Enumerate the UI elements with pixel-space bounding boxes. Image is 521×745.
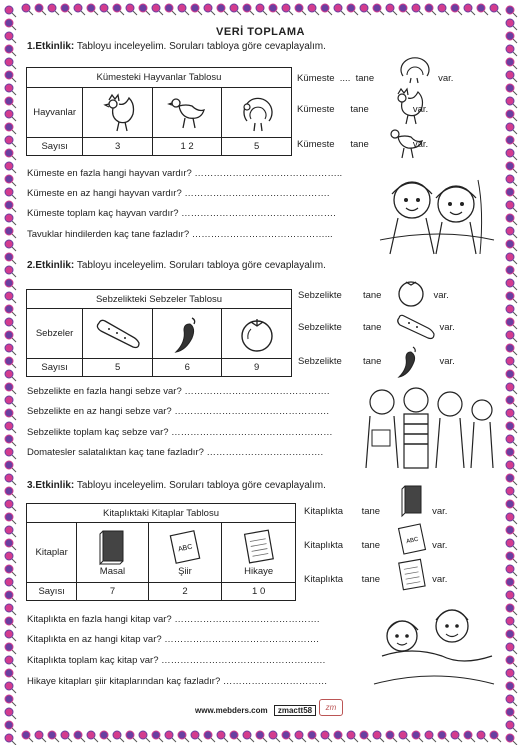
story-count: 1 0 (222, 583, 296, 601)
item-label: Şiir (178, 566, 192, 577)
table-title: Sebzelikteki Sebzeler Tablosu (27, 290, 292, 309)
side-answer-2: Kümeste tane var. (297, 104, 429, 115)
tale-book-cell (77, 523, 148, 583)
rooster-cell (83, 88, 152, 138)
footer-badge: zmactt58 (274, 705, 316, 716)
activity-2-heading: 2.Etkinlik: Tabloyu inceleyelim. Soruları tabloya göre cevaplayalım. (27, 260, 326, 271)
question-3-3: Kitaplıkta toplam kaç kitap var? ……………………………………………. (27, 655, 326, 666)
rooster-icon (99, 92, 137, 134)
footer (195, 705, 316, 716)
chicken-count: 1 2 (152, 138, 222, 156)
table-title: Kitaplıktaki Kitaplar Tablosu (27, 504, 296, 523)
question-1-1: Kümeste en fazla hangi hayvan vardır? ……………………………………….. (27, 168, 343, 179)
table-title: Kümesteki Hayvanlar Tablosu (27, 68, 292, 88)
tale-count: 7 (77, 583, 148, 601)
rooster-count: 3 (83, 138, 152, 156)
story-book-cell (222, 523, 296, 583)
tomato-icon (394, 276, 428, 308)
pepper-icon (395, 344, 421, 380)
svg-text:ABC: ABC (177, 543, 194, 554)
row-label: Hayvanlar (27, 88, 83, 138)
book-icon (165, 528, 205, 566)
item-label: Hikaye (244, 566, 274, 577)
turkey-count: 5 (222, 138, 292, 156)
item-label: Masal (99, 566, 126, 577)
tomato-count: 9 (222, 359, 292, 377)
book-icon (239, 528, 279, 566)
side-answer-3: Sebzelikte tane var. (298, 356, 455, 367)
book-icon (396, 522, 428, 556)
chicken-icon (387, 126, 425, 160)
cucumber-count: 5 (83, 359, 153, 377)
question-3-2: Kitaplıkta en az hangi kitap var? …………………………………………. (27, 634, 319, 645)
right-decorative-border (501, 0, 521, 745)
books-table (26, 503, 296, 601)
question-1-3: Kümeste toplam kaç hayvan vardır? …………………………………………. (27, 208, 336, 219)
side-answer-3: Kitaplıkta tane var. (304, 574, 448, 585)
book-icon (400, 484, 424, 518)
zm-logo: zm (319, 699, 343, 716)
pepper-count: 6 (153, 359, 222, 377)
question-1-4: Tavuklar hindilerden kaç tane fazladır? ……………………………………... (27, 229, 333, 240)
turkey-icon (395, 50, 435, 84)
poem-book-cell (148, 523, 222, 583)
chicken-icon (167, 93, 207, 133)
turkey-icon (237, 93, 277, 133)
vegetables-table (26, 289, 292, 377)
row-label: Sebzeler (27, 309, 83, 359)
question-3-1: Kitaplıkta en fazla hangi kitap var? ………………………………………. (27, 614, 320, 625)
side-answer-1: Sebzelikte tane var. (298, 290, 449, 301)
activity-3-heading: 3.Etkinlik: Tabloyu inceleyelim. Soruları tabloya göre cevaplayalım. (27, 480, 326, 491)
top-decorative-border (0, 0, 521, 18)
rooster-icon (390, 86, 428, 126)
cucumber-icon (395, 312, 439, 342)
book-icon (97, 528, 127, 566)
tomato-icon (237, 315, 277, 353)
children-illustration (372, 596, 496, 692)
question-2-2: Sebzelikte en az hangi sebze var? …………………………………………. (27, 406, 329, 417)
cucumber-icon (93, 317, 143, 351)
left-decorative-border (0, 0, 20, 745)
pepper-icon (172, 314, 202, 354)
bottom-decorative-border (0, 727, 521, 745)
cucumber-cell (83, 309, 153, 359)
side-answer-1: Kitaplıkta tane var. (304, 506, 448, 517)
side-answer-1: Kümeste .... tane var. (297, 73, 454, 84)
tomato-cell (222, 309, 292, 359)
question-1-2: Kümeste en az hangi hayvan vardır? ………………………………………. (27, 188, 330, 199)
turkey-cell (222, 88, 292, 138)
book-icon (396, 558, 428, 592)
question-2-1: Sebzelikte en fazla hangi sebze var? ………………………………………. (27, 386, 330, 397)
activity-1-heading: 1.Etkinlik: Tabloyu inceleyelim. Soruları tabloya göre cevaplayalım. (27, 41, 326, 52)
children-illustration (378, 160, 496, 255)
question-2-4: Domatesler salatalıktan kaç tane fazladır? ………………………………. (27, 447, 324, 458)
count-label: Sayısı (27, 359, 83, 377)
question-2-3: Sebzelikte toplam kaç sebze var? …………………………………………… (27, 427, 333, 438)
poem-count: 2 (148, 583, 222, 601)
row-label: Kitaplar (27, 523, 77, 583)
page-title: VERİ TOPLAMA (216, 26, 305, 38)
svg-text:ABC: ABC (405, 536, 420, 546)
pepper-cell (153, 309, 222, 359)
side-answer-3: Kümeste tane var. (297, 139, 429, 150)
chicken-cell (152, 88, 222, 138)
count-label: Sayısı (27, 583, 77, 601)
animals-table (26, 67, 292, 156)
site-link[interactable]: www.mebders.com (195, 706, 268, 715)
count-label: Sayısı (27, 138, 83, 156)
children-illustration (360, 380, 500, 470)
side-answer-2: Kitaplıkta tane var. (304, 540, 448, 551)
side-answer-2: Sebzelikte tane var. (298, 322, 455, 333)
question-3-4: Hikaye kitapları şiir kitaplarından kaç fazladır? …………………………… (27, 676, 328, 687)
